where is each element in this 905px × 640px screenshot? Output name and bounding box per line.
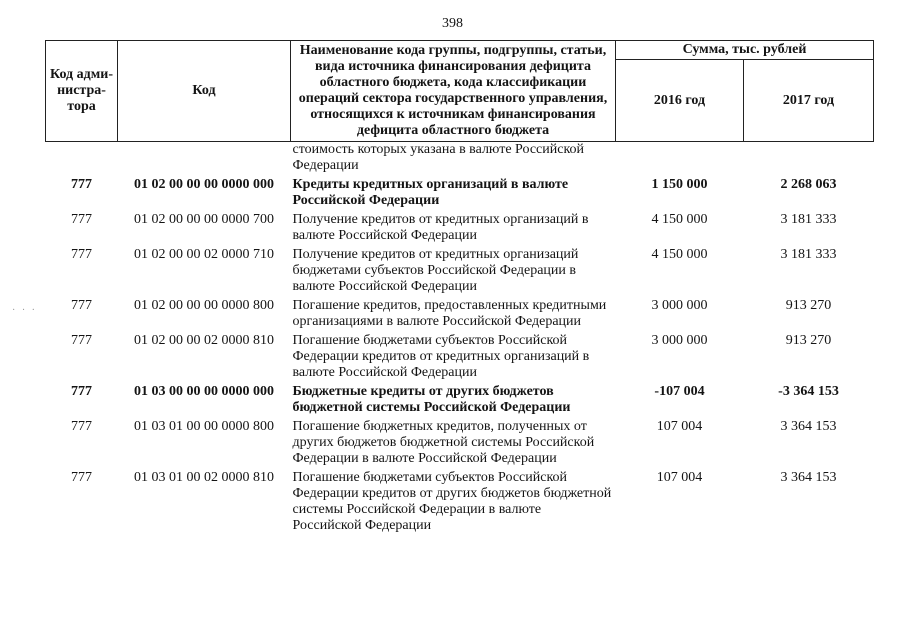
code-cell: 01 02 00 00 00 0000 000 (134, 177, 274, 192)
table-row (46, 470, 874, 537)
admin-code-cell: 777 (71, 177, 92, 192)
scan-margin-marks: · · · (12, 305, 37, 316)
code-cell: 01 02 00 00 02 0000 810 (134, 333, 274, 348)
page-number: 398 (442, 16, 463, 31)
code-cell: 01 02 00 00 00 0000 700 (134, 212, 274, 227)
admin-code-cell: 777 (71, 298, 92, 313)
amount-2016-cell: 4 150 000 (651, 212, 708, 227)
table-row (46, 177, 874, 212)
code-cell: 01 03 01 00 00 0000 800 (134, 419, 274, 434)
table-header (46, 41, 874, 142)
code-cell: 01 02 00 00 02 0000 710 (134, 247, 274, 262)
amount-2016-cell: 107 004 (656, 470, 703, 485)
continuation-text: стоимость которых указана в валюте Российской Федерации (292, 142, 585, 173)
amount-2017-cell: 3 181 333 (780, 212, 837, 227)
header-description: Наименование кода группы, подгруппы, статьи, вида источника финансирования дефицита областного бюджета, кода классификации операций сектора государственного управления, относящихся к источникам финансирования дефицита областного бюджета (291, 41, 616, 142)
table-row (46, 212, 874, 247)
admin-code-cell: 777 (71, 333, 92, 348)
amount-2017-cell: 913 270 (785, 333, 832, 348)
admin-code-cell: 777 (71, 247, 92, 262)
admin-code-cell: 777 (71, 470, 92, 485)
description-cell: Кредиты кредитных организаций в валюте Российской Федерации (292, 177, 569, 208)
amount-2016-cell: -107 004 (654, 384, 705, 399)
code-cell: 01 03 01 00 02 0000 810 (134, 470, 274, 485)
description-cell: Погашение бюджетами субъектов Российской Федерации кредитов от других бюджетов бюджетной системы Российской Федерации в валюте Российской Федерации (292, 470, 612, 533)
amount-2016-cell: 3 000 000 (651, 333, 708, 348)
admin-code-cell: 777 (71, 419, 92, 434)
description-cell: Погашение бюджетных кредитов, полученных от других бюджетов бюджетной системы Российской Федерации в валюте Российской Федерации (292, 419, 595, 466)
description-cell: Погашение кредитов, предоставленных кредитными организациями в валюте Российской Федерации (292, 298, 607, 329)
table-row (46, 333, 874, 384)
amount-2017-cell: 3 181 333 (780, 247, 837, 262)
description-cell: Получение кредитов от кредитных организаций в валюте Российской Федерации (292, 212, 589, 243)
code-cell: 01 02 00 00 00 0000 800 (134, 298, 274, 313)
header-year-2017: 2017 год (744, 60, 874, 142)
description-cell: Погашение бюджетами субъектов Российской Федерации кредитов от кредитных организаций в валюте Российской Федерации (292, 333, 590, 380)
description-cell: Бюджетные кредиты от других бюджетов бюджетной системы Российской Федерации (292, 384, 571, 415)
sources-financing-table (45, 40, 874, 537)
amount-2017-cell: -3 364 153 (778, 384, 839, 399)
table-row (46, 384, 874, 419)
table-row (46, 419, 874, 470)
amount-2017-cell: 913 270 (785, 298, 832, 313)
amount-2016-cell: 3 000 000 (651, 298, 708, 313)
amount-2017-cell: 3 364 153 (780, 419, 837, 434)
table-row (46, 247, 874, 298)
continuation-row (46, 142, 874, 178)
table-row (46, 298, 874, 333)
header-year-2016: 2016 год (616, 60, 744, 142)
table-body (46, 142, 874, 538)
header-code: Код (118, 41, 291, 142)
description-cell: Получение кредитов от кредитных организаций бюджетами субъектов Российской Федерации в валюте Российской Федерации (292, 247, 579, 294)
admin-code-cell: 777 (71, 384, 92, 399)
header-sum: Сумма, тыс. рублей (616, 41, 874, 60)
amount-2016-cell: 4 150 000 (651, 247, 708, 262)
header-admin-code: Код адми-нистра-тора (46, 41, 118, 142)
amount-2016-cell: 107 004 (656, 419, 703, 434)
code-cell: 01 03 00 00 00 0000 000 (134, 384, 274, 399)
amount-2017-cell: 2 268 063 (780, 177, 837, 192)
admin-code-cell: 777 (71, 212, 92, 227)
amount-2017-cell: 3 364 153 (780, 470, 837, 485)
amount-2016-cell: 1 150 000 (651, 177, 708, 192)
